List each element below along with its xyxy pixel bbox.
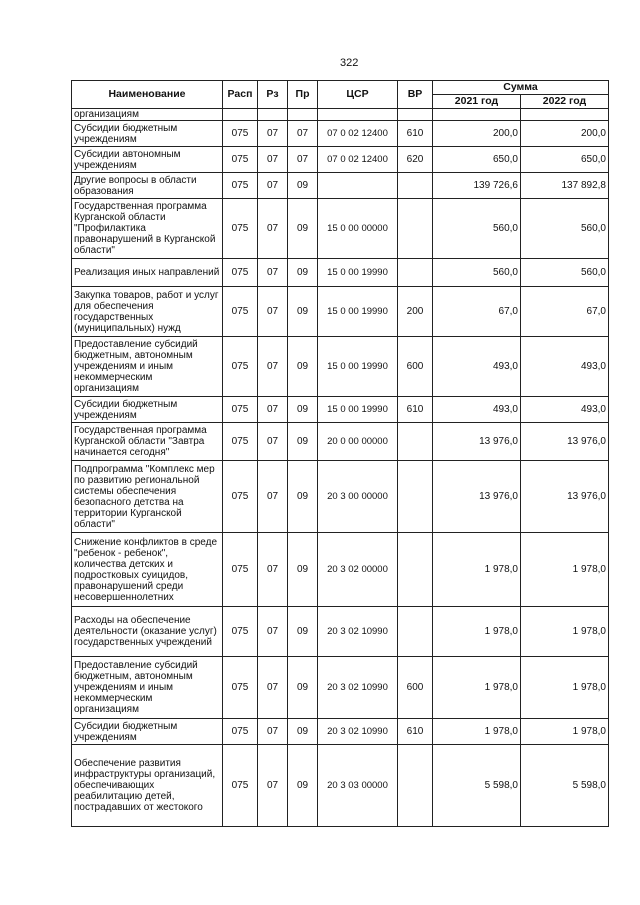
row-2022: 5 598,0: [521, 745, 609, 827]
header-sum: Сумма: [433, 81, 609, 95]
table-row: [72, 173, 609, 199]
row-vr: [398, 461, 433, 533]
row-rz: 07: [258, 121, 288, 147]
row-rasp: 075: [223, 423, 258, 461]
table-row: [72, 533, 609, 607]
row-2021: 1 978,0: [433, 533, 521, 607]
row-name: Государственная программа Курганской области "Завтра начинается сегодня": [72, 423, 223, 461]
row-vr: [398, 109, 433, 121]
row-pr: 07: [288, 121, 318, 147]
row-2021: 139 726,6: [433, 173, 521, 199]
row-rz: 07: [258, 607, 288, 657]
row-name: Расходы на обеспечение деятельности (оказание услуг) государственных учреждений: [72, 607, 223, 657]
row-vr: [398, 533, 433, 607]
row-pr: 09: [288, 423, 318, 461]
row-rz: 07: [258, 745, 288, 827]
row-2022: 1 978,0: [521, 657, 609, 719]
table-row: [72, 745, 609, 827]
table-row: [72, 719, 609, 745]
row-name: Реализация иных направлений: [72, 259, 223, 287]
budget-table: [71, 80, 609, 827]
row-pr: 09: [288, 259, 318, 287]
header-name: Наименование: [72, 81, 223, 109]
header-rz: Рз: [258, 81, 288, 109]
row-2021: 1 978,0: [433, 719, 521, 745]
table-row: [72, 397, 609, 423]
row-vr: 600: [398, 657, 433, 719]
row-pr: 09: [288, 657, 318, 719]
header-year-2022: 2022 год: [521, 95, 609, 109]
row-vr: [398, 199, 433, 259]
row-vr: [398, 173, 433, 199]
row-csr: 20 3 02 10990: [318, 719, 398, 745]
row-2022: 1 978,0: [521, 533, 609, 607]
row-name: Обеспечение развития инфраструктуры организаций, обеспечивающих реабилитацию детей, пострадавших от жестокого: [72, 745, 223, 827]
row-2021: 1 978,0: [433, 607, 521, 657]
row-csr: 15 0 00 19990: [318, 259, 398, 287]
row-vr: 610: [398, 121, 433, 147]
row-csr: 15 0 00 00000: [318, 199, 398, 259]
header-vr: ВР: [398, 81, 433, 109]
row-2021: 560,0: [433, 199, 521, 259]
row-2022: 13 976,0: [521, 461, 609, 533]
row-2021: 13 976,0: [433, 461, 521, 533]
table-row: [72, 607, 609, 657]
table-row: [72, 287, 609, 337]
row-pr: [288, 109, 318, 121]
row-csr: 20 3 02 10990: [318, 607, 398, 657]
table-row: [72, 109, 609, 121]
row-rasp: 075: [223, 287, 258, 337]
row-name: Подпрограмма "Комплекс мер по развитию региональной системы обеспечения безопасного детства на территории Курганской области": [72, 461, 223, 533]
row-rz: 07: [258, 719, 288, 745]
table-row: [72, 121, 609, 147]
row-2022: 137 892,8: [521, 173, 609, 199]
row-csr: 20 3 00 00000: [318, 461, 398, 533]
row-csr: 20 3 03 00000: [318, 745, 398, 827]
row-csr: 07 0 02 12400: [318, 121, 398, 147]
row-2021: 650,0: [433, 147, 521, 173]
row-2022: 493,0: [521, 337, 609, 397]
row-rz: 07: [258, 657, 288, 719]
row-csr: [318, 173, 398, 199]
row-rz: 07: [258, 337, 288, 397]
row-rz: 07: [258, 397, 288, 423]
row-2022: 560,0: [521, 259, 609, 287]
row-pr: 09: [288, 287, 318, 337]
row-rz: 07: [258, 259, 288, 287]
row-rasp: 075: [223, 657, 258, 719]
row-2022: 1 978,0: [521, 607, 609, 657]
header-rasp: Расп: [223, 81, 258, 109]
row-pr: 09: [288, 199, 318, 259]
row-rz: 07: [258, 287, 288, 337]
row-rz: 07: [258, 533, 288, 607]
row-vr: 600: [398, 337, 433, 397]
table-row: [72, 199, 609, 259]
row-2022: 650,0: [521, 147, 609, 173]
row-rasp: 075: [223, 121, 258, 147]
row-pr: 09: [288, 397, 318, 423]
row-vr: 200: [398, 287, 433, 337]
row-rasp: 075: [223, 337, 258, 397]
row-vr: 610: [398, 719, 433, 745]
row-rasp: 075: [223, 199, 258, 259]
row-csr: 15 0 00 19990: [318, 287, 398, 337]
row-2021: 200,0: [433, 121, 521, 147]
row-pr: 09: [288, 719, 318, 745]
row-rasp: 075: [223, 719, 258, 745]
row-rasp: 075: [223, 173, 258, 199]
row-csr: 20 3 02 00000: [318, 533, 398, 607]
row-name: Другие вопросы в области образования: [72, 173, 223, 199]
table-row: [72, 147, 609, 173]
row-rz: 07: [258, 423, 288, 461]
page-number: 322: [340, 57, 359, 69]
row-rz: 07: [258, 461, 288, 533]
table-row: [72, 423, 609, 461]
row-name: Снижение конфликтов в среде "ребенок - ребенок", количества детских и подростковых суицидов, правонарушений среди несовершеннолетних: [72, 533, 223, 607]
row-name: организациям: [72, 109, 223, 121]
row-2022: 493,0: [521, 397, 609, 423]
row-rasp: 075: [223, 533, 258, 607]
table-row: [72, 461, 609, 533]
row-csr: 07 0 02 12400: [318, 147, 398, 173]
row-name: Закупка товаров, работ и услуг для обеспечения государственных (муниципальных) нужд: [72, 287, 223, 337]
row-rz: 07: [258, 199, 288, 259]
row-name: Субсидии автономным учреждениям: [72, 147, 223, 173]
row-pr: 09: [288, 745, 318, 827]
row-vr: [398, 259, 433, 287]
header-year-2021: 2021 год: [433, 95, 521, 109]
row-csr: 15 0 00 19990: [318, 397, 398, 423]
row-2021: [433, 109, 521, 121]
row-pr: 07: [288, 147, 318, 173]
row-2021: 5 598,0: [433, 745, 521, 827]
row-vr: [398, 607, 433, 657]
row-pr: 09: [288, 533, 318, 607]
row-2021: 560,0: [433, 259, 521, 287]
row-pr: 09: [288, 461, 318, 533]
row-csr: 20 0 00 00000: [318, 423, 398, 461]
row-2022: 560,0: [521, 199, 609, 259]
table-row: [72, 259, 609, 287]
row-rasp: 075: [223, 397, 258, 423]
row-2021: 493,0: [433, 337, 521, 397]
row-name: Предоставление субсидий бюджетным, автономным учреждениям и иным некоммерческим организациям: [72, 657, 223, 719]
row-2022: 200,0: [521, 121, 609, 147]
row-rz: [258, 109, 288, 121]
row-csr: [318, 109, 398, 121]
row-2021: 1 978,0: [433, 657, 521, 719]
row-2022: 1 978,0: [521, 719, 609, 745]
row-vr: 620: [398, 147, 433, 173]
row-name: Предоставление субсидий бюджетным, автономным учреждениям и иным некоммерческим организациям: [72, 337, 223, 397]
row-rasp: 075: [223, 461, 258, 533]
row-rasp: 075: [223, 745, 258, 827]
table-row: [72, 337, 609, 397]
row-2021: 67,0: [433, 287, 521, 337]
row-pr: 09: [288, 173, 318, 199]
row-name: Субсидии бюджетным учреждениям: [72, 397, 223, 423]
row-2022: [521, 109, 609, 121]
row-rz: 07: [258, 147, 288, 173]
row-rasp: [223, 109, 258, 121]
row-csr: 15 0 00 19990: [318, 337, 398, 397]
row-rz: 07: [258, 173, 288, 199]
row-rasp: 075: [223, 607, 258, 657]
row-2021: 493,0: [433, 397, 521, 423]
header-csr: ЦСР: [318, 81, 398, 109]
row-rasp: 075: [223, 147, 258, 173]
table-row: [72, 657, 609, 719]
row-pr: 09: [288, 607, 318, 657]
row-name: Государственная программа Курганской области "Профилактика правонарушений в Курганской области": [72, 199, 223, 259]
row-pr: 09: [288, 337, 318, 397]
row-vr: [398, 423, 433, 461]
header-pr: Пр: [288, 81, 318, 109]
row-2022: 13 976,0: [521, 423, 609, 461]
row-csr: 20 3 02 10990: [318, 657, 398, 719]
row-vr: 610: [398, 397, 433, 423]
row-name: Субсидии бюджетным учреждениям: [72, 719, 223, 745]
row-name: Субсидии бюджетным учреждениям: [72, 121, 223, 147]
row-rasp: 075: [223, 259, 258, 287]
row-vr: [398, 745, 433, 827]
row-2022: 67,0: [521, 287, 609, 337]
row-2021: 13 976,0: [433, 423, 521, 461]
